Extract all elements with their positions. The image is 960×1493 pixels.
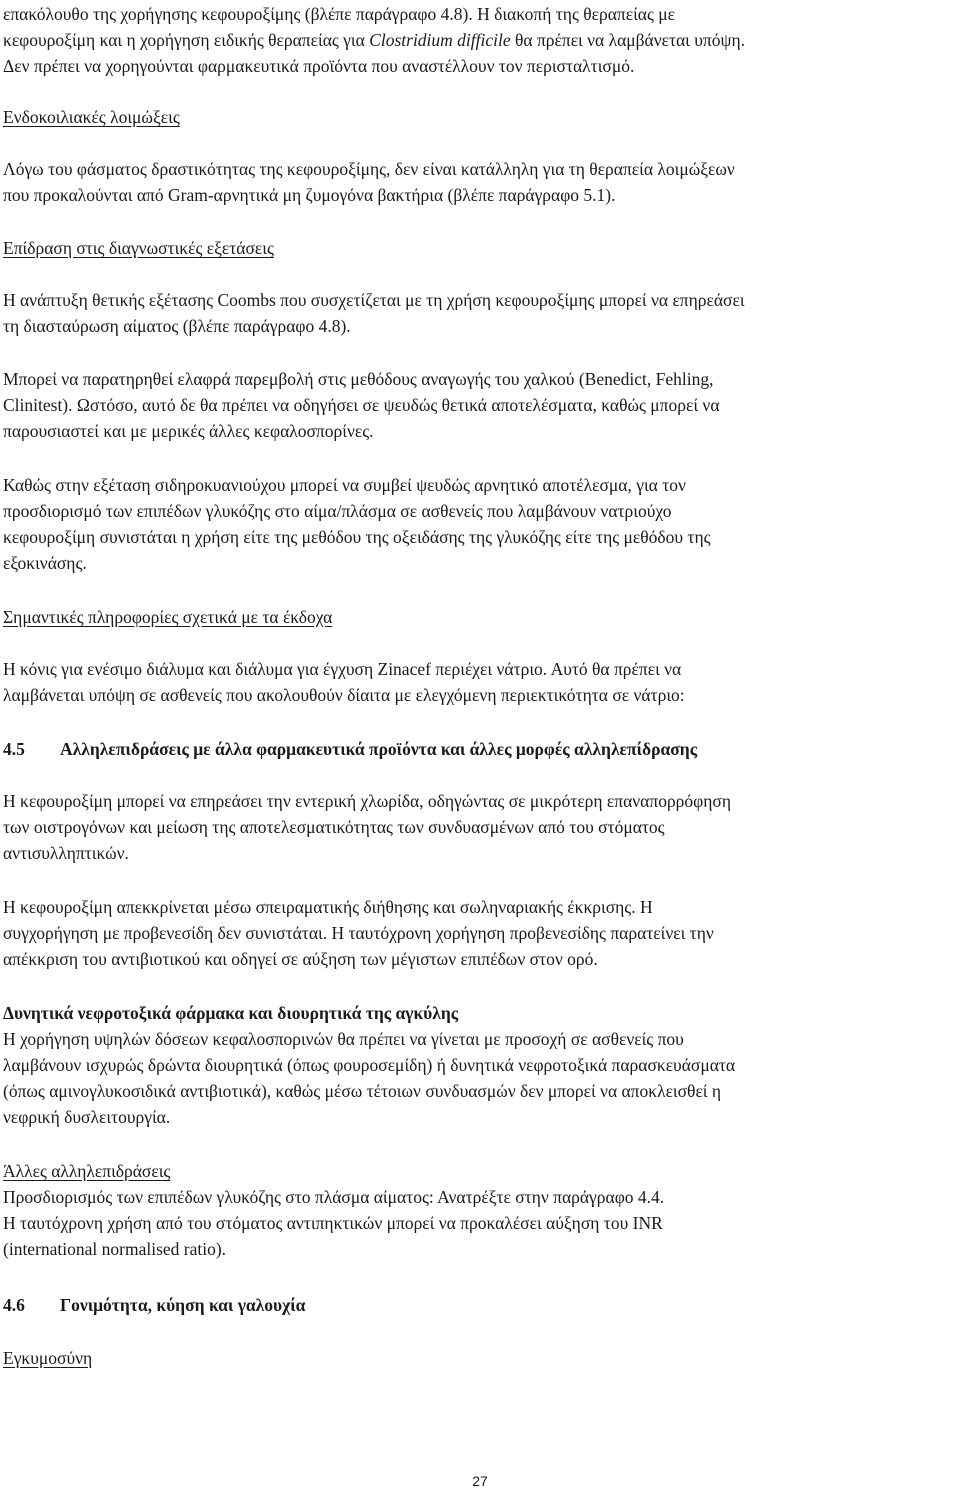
section-4-6-number: 4.6 [3,1295,25,1315]
diagnostic-paragraph-3: Καθώς στην εξέταση σιδηροκυανιούχου μπορεί να συμβεί ψευδώς αρνητικό αποτέλεσμα, για τον προσδιορισμό των επιπέδων γλυκόζης στο αίμα/πλάσμα σε ασθενείς που λαμβάνουν νατριούχο κεφουροξίμη συνιστάται η χρήση είτε της μεθόδου της οξειδάσης της γλυκόζης είτε της μεθόδου της εξοκινάσης. [3,475,711,573]
section-4-5-heading [3,736,697,762]
section-4-5-title: Αλληλεπιδράσεις με άλλα φαρμακευτικά προϊόντα και άλλες μορφές αλληλεπίδρασης [60,739,698,759]
intro-paragraph [3,1,953,79]
interactions-paragraph-1: Η κεφουροξίμη μπορεί να επηρεάσει την εντερική χλωρίδα, οδηγώντας σε μικρότερη επαναπορρόφηση των οιστρογόνων και μείωση της αποτελεσματικότητας των συνδυασμένων από του στόματος αντισυλληπτικών. [3,791,731,863]
heading-intra-abdominal: Ενδοκοιλιακές λοιμώξεις [3,107,180,127]
heading-other-interactions: Άλλες αλληλεπιδράσεις [3,1161,171,1181]
section-4-6-heading [3,1292,305,1318]
diagnostic-paragraph-1: Η ανάπτυξη θετικής εξέτασης Coombs που συσχετίζεται με τη χρήση κεφουροξίμης μπορεί να επηρεάσει τη διασταύρωση αίματος (βλέπε παράγραφο 4.8). [3,290,745,336]
heading-excipients: Σημαντικές πληροφορίες σχετικά με τα έκδοχα [3,607,333,627]
clostridium-italic: Clostridium difficile [369,30,511,50]
interactions-paragraph-2: Η κεφουροξίμη απεκκρίνεται μέσω σπειραματικής διήθησης και σωληναριακής έκκρισης. Η συγχορήγηση με προβενεσίδη δεν συνιστάται. Η ταυτόχρονη χορήγηση προβενεσίδης παρατείνει την απέκκριση του αντιβιοτικού και οδηγεί σε αύξηση των μέγιστων επιπέδων στον ορό. [3,897,714,969]
section-4-5-number: 4.5 [3,739,25,759]
heading-pregnancy: Εγκυμοσύνη [3,1348,93,1368]
heading-nephrotoxic: Δυνητικά νεφροτοξικά φάρμακα και διουρητικά της αγκύλης [3,1003,459,1023]
other-interactions-paragraph: Προσδιορισμός των επιπέδων γλυκόζης στο πλάσμα αίματος: Ανατρέξτε στην παράγραφο 4.4. Η ταυτόχρονη χρήση από του στόματος αντιπηκτικών μπορεί να προκαλέσει αύξηση του INR (international normalised ratio). [3,1187,665,1259]
intro-line-3: Δεν πρέπει να χορηγούνται φαρμακευτικά προϊόντα που αναστέλλουν τον περισταλτισμό. [3,56,635,76]
nephrotoxic-paragraph: Η χορήγηση υψηλών δόσεων κεφαλοσπορινών θα πρέπει να γίνεται με προσοχή σε ασθενείς που λαμβάνουν ισχυρώς δρώντα διουρητικά (όπως φουροσεμίδη) ή δυνητικά νεφροτοξικά παρασκευάσματα (όπως αμινογλυκοσιδικά αντιβιοτικά), καθώς μέσω τέτοιων συνδυασμών δεν μπορεί να αποκλεισθεί η νεφρική δυσλειτουργία. [3,1029,736,1127]
intra-abdominal-paragraph: Λόγω του φάσματος δραστικότητας της κεφουροξίμης, δεν είναι κατάλληλη για τη θεραπεία λοιμώξεων που προκαλούνται από Gram-αρνητικά μη ζυμογόνα βακτήρια (βλέπε παράγραφο 5.1). [3,159,735,205]
intro-line-1: επακόλουθο της χορήγησης κεφουροξίμης (βλέπε παράγραφο 4.8). Η διακοπή της θεραπείας με [3,4,675,24]
diagnostic-paragraph-2: Μπορεί να παρατηρηθεί ελαφρά παρεμβολή στις μεθόδους αναγωγής του χαλκού (Benedict, Fehling, Clinitest). Ωστόσο, αυτό δε θα πρέπει να οδηγήσει σε ψευδώς θετικά αποτελέσματα, καθώς μπορεί να παρουσιαστεί και με μερικές άλλες κεφαλοσπορίνες. [3,369,720,441]
intro-line-2: κεφουροξίμη και η χορήγηση ειδικής θεραπείας για Clostridium difficile θα πρέπει να λαμβάνεται υπόψη. [3,30,745,50]
heading-diagnostic-tests: Επίδραση στις διαγνωστικές εξετάσεις [3,238,274,258]
page-number: 27 [472,1473,488,1489]
section-4-6-title: Γονιμότητα, κύηση και γαλουχία [60,1295,306,1315]
excipients-paragraph: Η κόνις για ενέσιμο διάλυμα και διάλυμα για έγχυση Zinacef περιέχει νάτριο. Αυτό θα πρέπει να λαμβάνεται υπόψη σε ασθενείς που ακολουθούν δίαιτα με ελεγχόμενη περιεκτικότητα σε νάτριο: [3,659,685,705]
